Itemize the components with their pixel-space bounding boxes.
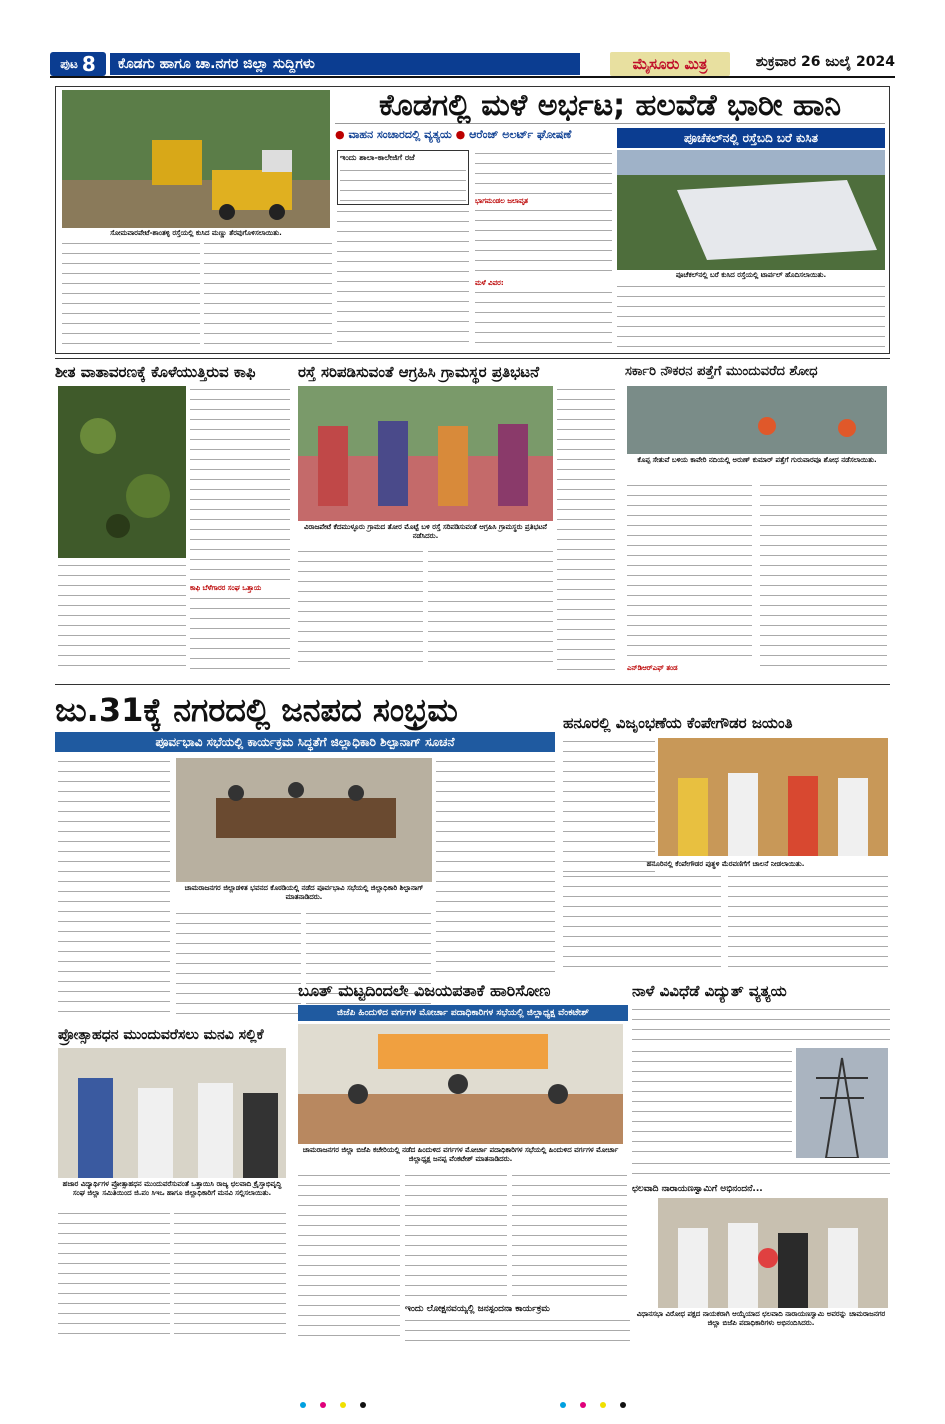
page-header [50,50,895,78]
text-column [204,240,332,348]
petition-photo [58,1048,286,1178]
janapada-subhead: ಪೂರ್ವಭಾವಿ ಸಭೆಯಲ್ಲಿ ಕಾರ್ಯಕ್ರಮ ಸಿದ್ಧತೆಗೆ ಜಿಲ್ಲಾಧಿಕಾರಿ ಶಿಲ್ಪಾನಾಗ್ ಸೂಚನೆ [55,732,555,752]
felicitation-subhead: ಛಲವಾದಿ ನಾರಾಯಣಸ್ವಾಮಿಗೆ ಅಭಿನಂದನೆ... [632,1184,763,1194]
page-number-badge [50,52,106,76]
protest-headline: ರಸ್ತೆ ಸರಿಪಡಿಸುವಂತೆ ಆಗ್ರಹಿಸಿ ಗ್ರಾಮಸ್ಥರ ಪ್ರತಿಭಟನೆ [298,363,540,381]
text-column [306,910,431,1020]
petition-caption: ಹಜಾರ ವಿದ್ಯಾರ್ಥಿಗಳ ಪ್ರೋತ್ಸಾಹಧನ ಮುಂದುವರೆಸುವಂತೆ ಒತ್ತಾಯಿಸಿ ರಾಜ್ಯ ಛಲವಾದಿ ಕ್ರೈಸ್ತಾಭಿವೃದ್ಧಿ ಸಂಘ ಜಿಲ್ಲಾ ಸಮಿತಿಯಿಂದ ಜಿ.ಪಂ ಸಿಇಒ ಹಾಗೂ ಜಿಲ್ಲಾಧಿಕಾರಿಗೆ ಮನವಿ ಸಲ್ಲಿಸಲಾಯಿತು. [62,1180,282,1197]
text-column [298,548,423,670]
box-text-lines [340,167,466,201]
text-column [436,758,555,974]
text-column [728,873,888,976]
top-headline: ಕೊಡಗಲ್ಲಿ ಮಳೆ ಅರ್ಭಟ; ಹಲವೆಡೆ ಭಾರೀ ಹಾನಿ [335,88,885,124]
text-column [298,1172,400,1342]
registration-mark [560,1402,566,1408]
section-title: ಕೊಡಗು ಹಾಗೂ ಚಾ.ನಗರ ಜಿಲ್ಲಾ ಸುದ್ದಿಗಳು [110,53,580,75]
coffee-plant-photo [58,386,186,558]
kicker-right: ಆರೆಂಜ್ ಅಲರ್ಟ್ ಘೋಷಣೆ [469,128,572,141]
text-column [405,1317,630,1342]
text-column [632,1160,890,1180]
meeting-photo [176,758,432,882]
janaspandana-subhead: ಇಂದು ಲೋಕ್ಷನವಯ್ಯಲ್ಲಿ ಜನಸ್ಪಂದನಾ ಕಾರ್ಯಕ್ರಮ [405,1304,550,1314]
photo2-caption: ಪೂಚೆಕಲ್‌ನಲ್ಲಿ ಬರೆ ಕುಸಿದ ರಸ್ತೆಯಲ್ಲಿ ಟಾರ್ಪಲ್ ಹೊದಿಸಲಾಯಿತು. [675,271,827,279]
river-search-photo [627,386,887,454]
bjp-meeting-photo [298,1024,623,1144]
registration-mark [360,1402,366,1408]
school-holiday-box [337,150,469,205]
text-column [190,386,290,581]
landslide-clearing-photo [62,90,330,228]
school-holiday-text: ಇಂದು ಶಾಲಾ-ಕಾಲೇಜಿಗೆ ರಜೆ [340,153,415,162]
felicitation-caption: ವಿಧಾನಸಭಾ ವಿರೋಧ ಪಕ್ಷದ ನಾಯಕರಾಗಿ ಆಯ್ಕೆಯಾದ ಛಲವಾದಿ ನಾರಾಯಣಸ್ವಾಮಿ ಅವರನ್ನು ಚಾಮರಾಜನಗರ ಜಿಲ್ಲಾ ಬಿಜೆಪಿ ಪದಾಧಿಕಾರಿಗಳು ಅಭಿನಂದಿಸಿದರು. [636,1310,886,1327]
text-column [174,1210,286,1340]
text-column [428,548,553,670]
page-label: ಪುಟ [60,56,78,71]
villagers-protest-photo [298,386,553,521]
text-column [62,240,200,348]
meeting-caption: ಚಾಮರಾಜನಗರ ಜಿಲ್ಲಾಡಳಿತ ಭವನದ ಕೊಠಡಿಯಲ್ಲಿ ನಡೆದ ಪೂರ್ವಭಾವಿ ಸಭೆಯಲ್ಲಿ ಜಿಲ್ಲಾಧಿಕಾರಿ ಶಿಲ್ಪಾನಾಗ್ ಮಾತನಾಡಿದರು. [184,884,424,901]
text-column [557,386,615,670]
text-column [627,482,752,662]
power-cut-headline: ನಾಳೆ ವಿವಿಧೆಡೆ ವಿದ್ಯುತ್ ವ್ಯತ್ಯಯ [632,982,787,1000]
issue-date: ಶುಕ್ರವಾರ 26 ಜುಲೈ 2024 [755,54,895,70]
text-column [475,150,612,196]
text-column [58,1210,170,1340]
registration-mark [580,1402,586,1408]
ndrf-subhead: ಎನ್‌ಡಿಆರ್‌ಎಫ್ ತಂಡ [627,664,678,672]
text-column [475,207,612,277]
divider [55,358,890,359]
kempegowda-caption: ಹನೂರಿನಲ್ಲಿ ಕೆಂಪೇಗೌಡರ ಪುತ್ಥಳಿ ಮೆರವಣಿಗೆಗೆ ಚಾಲನೆ ನೀಡಲಾಯಿತು. [646,860,805,868]
page-number: 8 [81,52,96,76]
kempegowda-procession-photo [658,738,888,856]
top-kicker: ● ವಾಹನ ಸಂಚಾರದಲ್ಲಿ ವ್ಯತ್ಯಯ ● ಆರೆಂಜ್ ಅಲರ್ಟ್ ಘೋಷಣೆ [335,128,572,141]
masthead-brand: ಮೈಸೂರು ಮಿತ್ರ [610,52,730,76]
text-column [475,289,612,348]
kempegowda-headline: ಹನೂರಲ್ಲಿ ವಿಜೃಂಭಣೆಯ ಕೆಂಪೇಗೌಡರ ಜಯಂತಿ [563,714,793,732]
bjp-caption: ಚಾಮರಾಜನಗರ ಜಿಲ್ಲಾ ಬಿಜೆಪಿ ಕಚೇರಿಯಲ್ಲಿ ನಡೆದ ಹಿಂದುಳಿದ ವರ್ಗಗಳ ಮೋರ್ಚಾ ಪದಾಧಿಕಾರಿಗಳ ಸಭೆಯಲ್ಲಿ ಹಿಂದುಳಿದ ವರ್ಗಗಳ ಮೋರ್ಚಾ ಜಿಲ್ಲಾಧ್ಯಕ್ಷ ಜನಪ್ಪ ವೆಂಕಟೇಶ್ ಮಾತನಾಡಿದರು. [302,1146,619,1163]
text-column [632,1006,890,1046]
registration-mark [340,1402,346,1408]
coffee-subhead: ಕಾಫಿ ಬೆಳೆಗಾರರ ಸಂಘ ಒತ್ತಾಯ [190,584,262,592]
coffee-headline: ಶೀತ ವಾತಾವರಣಕ್ಕೆ ಕೊಳೆಯುತ್ತಿರುವ ಕಾಫಿ [55,363,256,381]
janapada-headline: ಜು.31ಕ್ಕೆ ನಗರದಲ್ಲಿ ಜನಪದ ಸಂಭ್ರಮ [55,690,555,730]
registration-mark [600,1402,606,1408]
incentive-headline: ಪ್ರೋತ್ಸಾಹಧನ ಮುಂದುವರೆಸಲು ಮನವಿ ಸಲ್ಲಿಕೆ [58,1027,264,1043]
text-column [632,1048,792,1158]
text-column [405,1172,507,1302]
bhagamandala-subhead: ಭಾಗಮಂಡಲ ಜಲಾವೃತ [475,197,528,205]
photo1-caption: ಸೋಮವಾರಪೇಟೆ-ಶಾಂತಳ್ಳಿ ರಸ್ತೆಯಲ್ಲಿ ಕುಸಿದ ಮಣ್ಣು ತೆರವುಗೊಳಿಸಲಾಯಿತು. [110,229,282,237]
protest-caption: ವಿರಾಜಪೇಟೆ ಕೆದಮುಳ್ಳೂರು ಗ್ರಾಮದ ತೋರ ಮೊಟ್ಟೆ ಬಳಿ ರಸ್ತೆ ಸರಿಪಡಿಸುವಂತೆ ಆಗ್ರಹಿಸಿ ಗ್ರಾಮಸ್ಥರು ಪ್ರತಿಭಟನೆ ನಡೆಸಿದರು. [304,523,547,540]
divider [55,684,890,685]
registration-mark [620,1402,626,1408]
bjp-headline: ಬೂತ್ ಮಟ್ಟದಿಂದಲೇ ವಿಜಯಪತಾಕೆ ಹಾರಿಸೋಣ [298,981,551,1000]
text-column [617,283,885,348]
text-column [58,562,186,670]
search-headline: ಸರ್ಕಾರಿ ನೌಕರನ ಪತ್ತೆಗೆ ಮುಂದುವರೆದ ಶೋಧ [625,364,818,379]
registration-mark [320,1402,326,1408]
power-tower-photo [796,1048,888,1158]
text-column [760,482,887,670]
text-column [190,595,290,670]
tarpaulin-road-photo [617,150,885,270]
text-column [176,910,301,1020]
text-column [563,873,721,976]
right-banner: ಪೂಚೆಕಲ್‌ನಲ್ಲಿ ರಸ್ತೆಬದಿ ಬರೆ ಕುಸಿತ [617,128,885,148]
text-column [337,208,469,348]
registration-mark [300,1402,306,1408]
felicitation-photo [658,1198,888,1308]
kicker-left: ವಾಹನ ಸಂಚಾರದಲ್ಲಿ ವ್ಯತ್ಯಯ [348,128,452,141]
rainfall-subhead: ಮಳೆ ವಿವರ: [475,279,504,287]
bjp-subhead: ಜಿಜೆಪಿ ಹಿಂದುಳಿದ ವರ್ಗಗಳ ಮೋರ್ಚಾ ಪದಾಧಿಕಾರಿಗಳ ಸಭೆಯಲ್ಲಿ ಜಿಲ್ಲಾಧ್ಯಕ್ಷ ವೆಂಕಟೇಶ್ [298,1005,628,1021]
search-caption: ಕೊಪ್ಪ ಸೇತುವೆ ಬಳಿಯ ಕಾವೇರಿ ನದಿಯಲ್ಲಿ ಅರುಣ್ ಕುಮಾರ್ ಪತ್ತೆಗೆ ಗುರುವಾರವೂ ಶೋಧ ನಡೆಸಲಾಯಿತು. [637,456,877,464]
text-column [512,1172,627,1302]
text-column [58,758,170,1020]
